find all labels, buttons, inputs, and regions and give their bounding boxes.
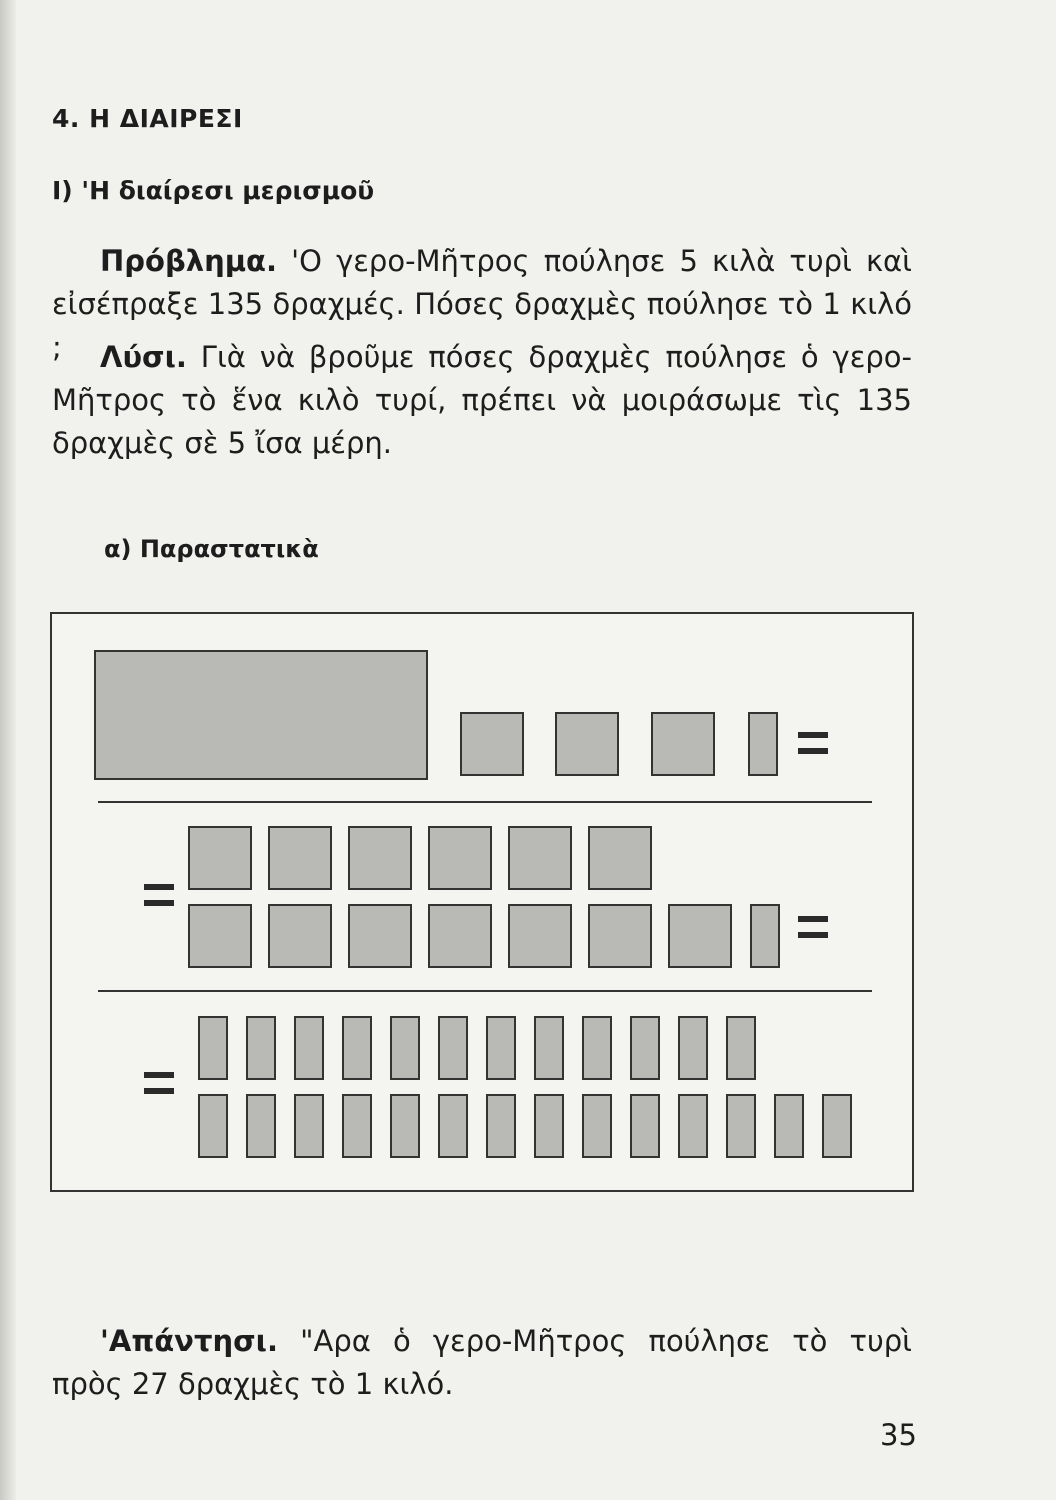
unit-block	[198, 1094, 228, 1158]
unit-block	[486, 1094, 516, 1158]
tens-block	[460, 712, 524, 776]
unit-block	[750, 904, 780, 968]
solution-label: Λύσι.	[100, 340, 187, 374]
book-spine-shadow	[0, 0, 16, 1500]
unit-block	[726, 1016, 756, 1080]
tens-block	[588, 826, 652, 890]
unit-block	[534, 1094, 564, 1158]
problem-label: Πρόβλημα.	[100, 244, 277, 278]
unit-block	[582, 1094, 612, 1158]
answer-text: "Αρα ὁ γερο-Μῆτρος πούλησε τὸ τυρὶ πρὸς 27 δραχμὲς τὸ 1 κιλό.	[52, 1324, 912, 1401]
hundreds-block	[94, 650, 428, 780]
unit-block	[726, 1094, 756, 1158]
answer-paragraph	[52, 1320, 912, 1406]
equals-sign	[144, 1072, 174, 1094]
tens-block	[268, 904, 332, 968]
tens-block	[268, 826, 332, 890]
solution-text: Γιὰ νὰ βροῦμε πόσες δραχμὲς πούλησε ὁ γερο-Μῆτρος τὸ ἕνα κιλὸ τυρί, πρέπει νὰ μοιράσωμε τὶς 135 δραχμὲς σὲ 5 ἴσα μέρη.	[52, 340, 912, 460]
tens-block	[188, 826, 252, 890]
tens-block	[508, 904, 572, 968]
unit-block	[342, 1094, 372, 1158]
unit-block	[390, 1094, 420, 1158]
tens-block	[555, 712, 619, 776]
unit-block	[582, 1016, 612, 1080]
unit-block	[294, 1094, 324, 1158]
unit-block	[748, 712, 778, 776]
unit-block	[534, 1016, 564, 1080]
tens-block	[668, 904, 732, 968]
unit-block	[630, 1094, 660, 1158]
unit-block	[438, 1016, 468, 1080]
answer-label: 'Απάντησι.	[100, 1324, 278, 1358]
unit-block	[678, 1094, 708, 1158]
division-diagram	[50, 612, 914, 1192]
tens-block	[428, 904, 492, 968]
unit-block	[486, 1016, 516, 1080]
tens-block	[428, 826, 492, 890]
separator-line	[98, 990, 872, 992]
tens-block	[651, 712, 715, 776]
equals-sign	[798, 732, 828, 754]
separator-line	[98, 801, 872, 803]
tens-block	[588, 904, 652, 968]
unit-block	[774, 1094, 804, 1158]
page-number: 35	[880, 1418, 917, 1452]
equals-sign	[798, 916, 828, 938]
tens-block	[348, 826, 412, 890]
unit-block	[198, 1016, 228, 1080]
equals-sign	[144, 884, 174, 906]
tens-block	[188, 904, 252, 968]
unit-block	[438, 1094, 468, 1158]
unit-block	[294, 1016, 324, 1080]
problem-text: 'Ο γερο-Μῆτρος πούλησε 5 κιλὰ τυρὶ καὶ εἰσέπραξε 135 δραχμές. Πόσες δραχμὲς πούλησε τὸ 1 κιλό ;	[52, 244, 912, 364]
unit-block	[678, 1016, 708, 1080]
unit-block	[630, 1016, 660, 1080]
tens-block	[348, 904, 412, 968]
tens-block	[508, 826, 572, 890]
figure-label: α) Παραστατικὰ	[104, 535, 319, 563]
subsection-title: Ι) 'Η διαίρεσι μερισμοῦ	[52, 176, 375, 205]
section-title: 4. Η ΔΙΑΙΡΕΣΙ	[52, 104, 243, 133]
unit-block	[342, 1016, 372, 1080]
unit-block	[822, 1094, 852, 1158]
unit-block	[246, 1094, 276, 1158]
solution-paragraph	[52, 336, 912, 465]
unit-block	[390, 1016, 420, 1080]
unit-block	[246, 1016, 276, 1080]
